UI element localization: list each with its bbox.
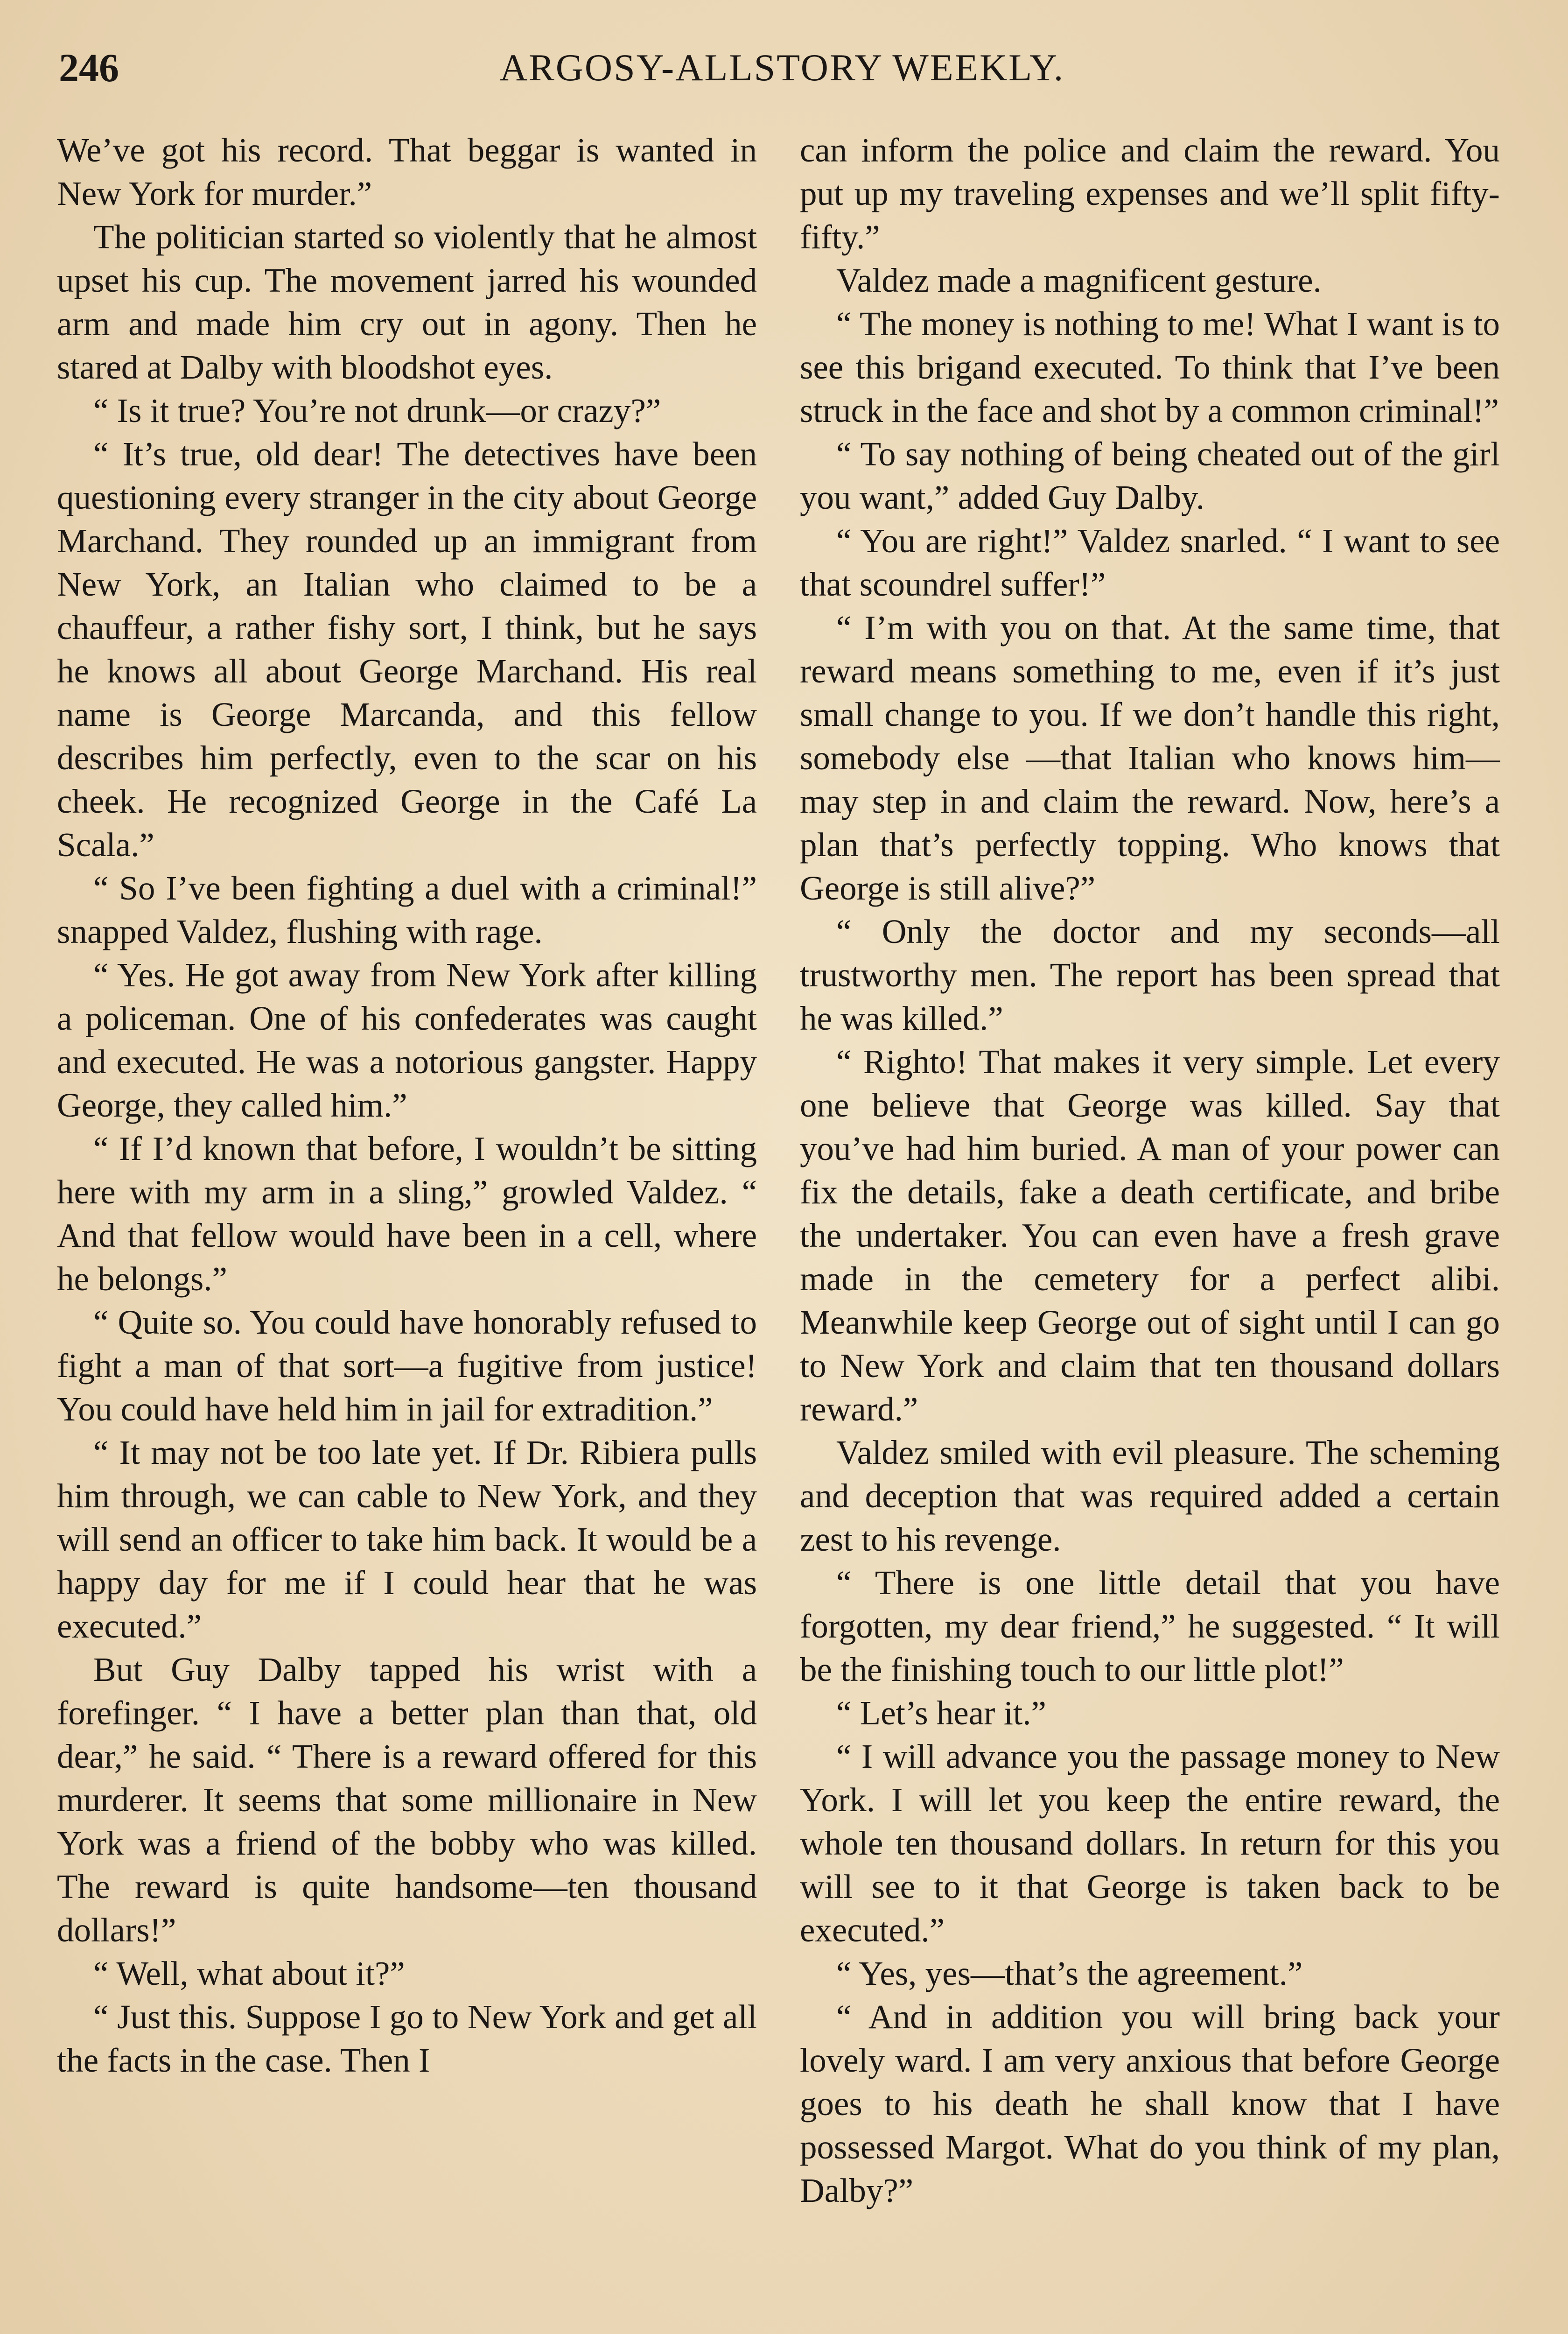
paragraph: “ Well, what about it?” (93, 1954, 405, 1992)
paragraph: “ Just this. Suppose I go to New York and get all the facts in the case. Then I (57, 1998, 757, 2079)
paragraph: “ If I’d known that before, I wouldn’t be sitting here with my arm in a sling,” growled Valdez. “ And that fellow would have been in a cell, where he belongs.” (57, 1130, 757, 1298)
paragraph: “ To say nothing of being cheated out of the girl you want,” added Guy Dalby. (800, 435, 1500, 516)
left-column (57, 128, 757, 2082)
paragraph: “ Is it true? You’re not drunk—or crazy?” (93, 392, 661, 429)
paragraph: “ Righto! That makes it very simple. Let every one believe that George was killed. Say that you’ve had him buried. A man of your power can fix the details, fake a death certificate, and bribe the undertaker. You can even have a fresh grave made in the cemetery for a perfect alibi. Meanwhile keep George out of sight until I can go to New York and claim that ten thousand dollars reward.” (800, 1043, 1500, 1428)
paragraph: “ I’m with you on that. At the same time, that reward means something to me, even if it’s just small change to you. If we don’t handle this right, somebody else —that Italian who knows him—may step in and claim the reward. Now, here’s a plan that’s perfectly topping. Who knows that George is still alive?” (800, 609, 1500, 907)
paragraph: “ Let’s hear it.” (836, 1694, 1046, 1732)
paragraph: “ So I’ve been fighting a duel with a criminal!” snapped Valdez, flushing with rage. (57, 869, 757, 950)
paragraph: “ You are right!” Valdez snarled. “ I want to see that scoundrel suffer!” (800, 522, 1500, 603)
right-column (800, 128, 1500, 2212)
paragraph: We’ve got his record. That beggar is wanted in New York for murder.” (57, 131, 757, 212)
paragraph: “ The money is nothing to me! What I want is to see this brigand executed. To think that I’ve been struck in the face and shot by a common criminal!” (800, 305, 1500, 429)
paragraph: “ And in addition you will bring back your lovely ward. I am very anxious that before George goes to his death he shall know that I have possessed Margot. What do you think of my plan, Dalby?” (800, 1998, 1500, 2209)
paragraph: “ Yes. He got away from New York after killing a policeman. One of his confederates was caught and executed. He was a notorious gangster. Happy George, they called him.” (57, 956, 757, 1124)
paragraph: can inform the police and claim the reward. You put up my traveling expenses and we’ll split fifty-fifty.” (800, 131, 1500, 256)
paragraph: But Guy Dalby tapped his wrist with a forefinger. “ I have a better plan than that, old dear,” he said. “ There is a reward offered for this murderer. It seems that some millionaire in New York was a friend of the bobby who was killed. The reward is quite handsome—ten thousand dollars!” (57, 1651, 757, 1949)
paragraph: Valdez smiled with evil pleasure. The scheming and deception that was required added a certain zest to his revenge. (800, 1434, 1500, 1558)
page-number: 246 (59, 45, 119, 90)
running-title: ARGOSY-ALLSTORY WEEKLY. (499, 46, 1065, 89)
paragraph: The politician started so violently that he almost upset his cup. The movement jarred his wounded arm and made him cry out in agony. Then he stared at Dalby with bloodshot eyes. (57, 218, 757, 386)
paragraph: “ I will advance you the passage money to New York. I will let you keep the entire reward, the whole ten thousand dollars. In return for this you will see to it that George is taken back to be executed.” (800, 1737, 1500, 1949)
paragraph: “ It’s true, old dear! The detectives have been questioning every stranger in the city about George Marchand. They rounded up an immigrant from New York, an Italian who claimed to be a chauffeur, a rather fishy sort, I think, but he says he knows all about George Marchand. His real name is George Marcanda, and this fellow describes him perfectly, even to the scar on his cheek. He recognized George in the Café La Scala.” (57, 435, 757, 864)
paragraph: “ Yes, yes—that’s the agreement.” (836, 1954, 1303, 1992)
paragraph: “ There is one little detail that you have forgotten, my dear friend,” he suggested. “ It will be the finishing touch to our little plot!” (800, 1564, 1500, 1688)
paragraph: “ It may not be too late yet. If Dr. Ribiera pulls him through, we can cable to New York, and they will send an officer to take him back. It would be a happy day for me if I could hear that he was executed.” (57, 1434, 757, 1645)
paragraph: “ Quite so. You could have honorably refused to fight a man of that sort—a fugitive from justice! You could have held him in jail for extradition.” (57, 1303, 757, 1428)
page-header (59, 42, 1505, 93)
paragraph: “ Only the doctor and my seconds—all trustworthy men. The report has been spread that he was killed.” (800, 913, 1500, 1037)
paragraph: Valdez made a magnificent gesture. (836, 261, 1322, 299)
